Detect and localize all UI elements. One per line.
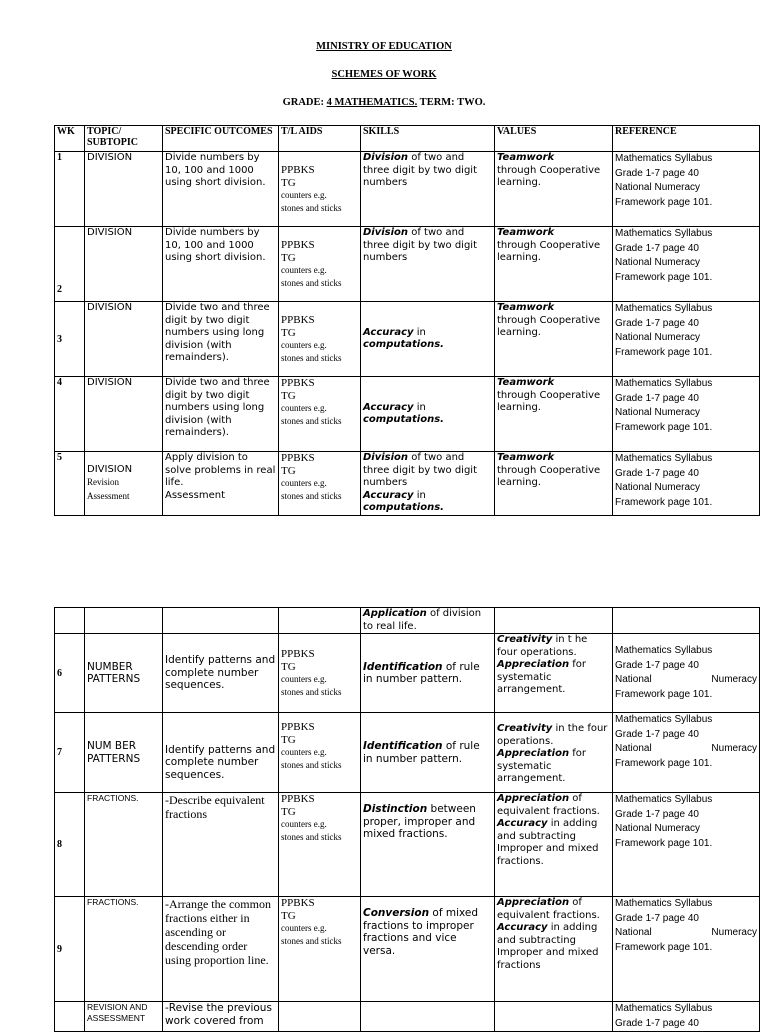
week-number: 8: [55, 793, 85, 897]
table-row: [55, 897, 760, 1002]
aid-counters: counters e.g.: [281, 819, 327, 829]
value-text: through Cooperative learning.: [497, 164, 601, 188]
skill-text: in: [413, 326, 426, 338]
value-text: for systematic arrangement.: [497, 659, 587, 695]
reference: [613, 793, 760, 897]
aid-tg: TG: [281, 251, 296, 264]
aid-counters: counters e.g.: [281, 923, 327, 933]
value-keyword: Appreciation: [497, 793, 570, 804]
outcome: Identify patterns and complete number sequences.: [163, 634, 279, 713]
week-number: 6: [55, 634, 85, 713]
ref-line: Grade 1-7 page 40: [615, 242, 699, 254]
aid-counters: counters e.g.: [281, 265, 327, 275]
reference: [613, 897, 760, 1002]
topic: [85, 452, 163, 516]
aid-tg: TG: [281, 326, 296, 339]
aid-counters: counters e.g.: [281, 403, 327, 413]
ref-line: Mathematics Syllabus: [615, 1003, 713, 1014]
aid-stones: stones and sticks: [281, 935, 342, 946]
empty-cell: [55, 1002, 85, 1032]
ref-line: Framework page 101.: [615, 837, 713, 849]
skill: [361, 377, 495, 452]
ref-line: Framework page 101.: [615, 346, 713, 358]
topic: DIVISION: [85, 377, 163, 452]
value-text: in the four operations.: [497, 723, 608, 747]
aid-tg: TG: [281, 733, 296, 746]
aid-stones: stones and sticks: [281, 686, 342, 697]
topic: NUMBER PATTERNS: [85, 634, 163, 713]
ref-line: Mathematics Syllabus: [615, 303, 713, 314]
aid-counters: counters e.g.: [281, 674, 327, 684]
ref-line: National Numeracy: [615, 927, 757, 938]
week-number: 9: [55, 897, 85, 1002]
ref-line: Grade 1-7 page 40: [615, 728, 699, 740]
week-number: 3: [55, 302, 85, 377]
ministry-title: MINISTRY OF EDUCATION: [316, 41, 452, 52]
ref-line: Mathematics Syllabus: [615, 453, 713, 464]
table-row: [55, 713, 760, 793]
skill: [361, 227, 495, 302]
ref-line: Grade 1-7 page 40: [615, 317, 699, 329]
topic: FRACTIONS.: [85, 897, 163, 1002]
value-keyword: Accuracy: [497, 818, 548, 829]
tl-aids: [279, 634, 361, 713]
aid-stones: stones and sticks: [281, 352, 342, 363]
tl-aids: [279, 302, 361, 377]
col-outcomes: SPECIFIC OUTCOMES: [163, 126, 279, 152]
ref-line: Framework page 101.: [615, 757, 713, 769]
table-row: [55, 608, 760, 634]
ref-line: National Numeracy: [615, 332, 701, 343]
ref-line: Framework page 101.: [615, 496, 713, 508]
week-number: 7: [55, 713, 85, 793]
value-text: in adding and subtracting Improper and mixed fractions.: [497, 818, 599, 867]
ref-line: Framework page 101.: [615, 421, 713, 433]
ref-line: Mathematics Syllabus: [615, 228, 713, 239]
topic: REVISION AND ASSESSMENT: [85, 1002, 163, 1032]
value: [495, 152, 613, 227]
aid-ppbks: PPBKS: [281, 314, 315, 326]
reference: [613, 377, 760, 452]
aid-tg: TG: [281, 176, 296, 189]
value-keyword: Accuracy: [497, 922, 548, 933]
aid-counters: counters e.g.: [281, 190, 327, 200]
value: [495, 793, 613, 897]
topic: DIVISION: [85, 302, 163, 377]
schemes-title: SCHEMES OF WORK: [331, 69, 437, 80]
subtopic: Assessment: [87, 490, 130, 501]
reference: [613, 152, 760, 227]
scheme-table-2: [54, 607, 760, 1032]
skill-text: of division to real life.: [363, 608, 482, 632]
grade-prefix: GRADE:: [282, 97, 327, 108]
table-row: [55, 377, 760, 452]
ref-line: National Numeracy: [615, 823, 701, 834]
week-number: 4: [55, 377, 85, 452]
outcome: Identify patterns and complete number sequences.: [163, 713, 279, 793]
skill: [361, 152, 495, 227]
aid-counters: counters e.g.: [281, 340, 327, 350]
ref-line: Grade 1-7 page 40: [615, 167, 699, 179]
empty-cell: [279, 608, 361, 634]
skill: [361, 897, 495, 1002]
empty-cell: [495, 1002, 613, 1032]
table-row: [55, 793, 760, 897]
aid-tg: TG: [281, 805, 296, 818]
skill-keyword: Application: [363, 608, 427, 619]
aid-stones: stones and sticks: [281, 831, 342, 842]
value-keyword: Creativity: [497, 634, 553, 645]
ref-line: Grade 1-7 page 40: [615, 1017, 699, 1029]
value: [495, 377, 613, 452]
skill-text: of two and three digit by two digit numbers: [363, 452, 477, 488]
skill-text: of mixed fractions to improper fractions and vice versa.: [363, 907, 479, 957]
ref-line: Grade 1-7 page 40: [615, 808, 699, 820]
value-keyword: Appreciation: [497, 748, 570, 759]
value: [495, 302, 613, 377]
tl-aids: [279, 227, 361, 302]
week-number: 2: [55, 227, 85, 302]
empty-cell: [613, 608, 760, 634]
ref-line: Framework page 101.: [615, 271, 713, 283]
ref-line: Mathematics Syllabus: [615, 645, 713, 656]
value-text: for systematic arrangement.: [497, 748, 587, 784]
outcome: -Revise the previous work covered from: [163, 1002, 279, 1032]
aid-stones: stones and sticks: [281, 202, 342, 213]
skill-text: between proper, improper and mixed fractions.: [363, 803, 476, 840]
table-row: [55, 1002, 760, 1032]
value-text: in t he four operations.: [497, 634, 588, 658]
value: [495, 713, 613, 793]
outcome: [163, 452, 279, 516]
ref-line: National Numeracy: [615, 182, 701, 193]
ref-line: National Numeracy: [615, 743, 757, 754]
value-text: of equivalent fractions.: [497, 793, 600, 817]
ref-line: Mathematics Syllabus: [615, 714, 713, 725]
reference: [613, 452, 760, 516]
aid-ppbks: PPBKS: [281, 648, 315, 660]
value-text: through Cooperative learning.: [497, 464, 601, 488]
grade-value: 4 MATHEMATICS.: [326, 97, 418, 108]
value-keyword: Teamwork: [497, 452, 555, 463]
value-text: through Cooperative learning.: [497, 314, 601, 338]
ref-line: Framework page 101.: [615, 941, 713, 953]
outcome: Divide two and three digit by two digit numbers using long division (with remainders).: [163, 302, 279, 377]
empty-cell: [163, 608, 279, 634]
table-row: [55, 302, 760, 377]
aid-ppbks: PPBKS: [281, 721, 315, 733]
value-keyword: Teamwork: [497, 152, 555, 163]
aid-ppbks: PPBKS: [281, 897, 315, 909]
skill-keyword: Identification: [363, 660, 443, 673]
tl-aids: [279, 793, 361, 897]
aid-stones: stones and sticks: [281, 415, 342, 426]
skill-keyword: computations.: [363, 414, 444, 425]
skill-keyword: Accuracy: [363, 401, 414, 413]
value-text: in adding and subtracting Improper and mixed fractions: [497, 922, 599, 971]
topic: DIVISION: [85, 227, 163, 302]
ref-line: National Numeracy: [615, 407, 701, 418]
ref-line: Mathematics Syllabus: [615, 794, 713, 805]
skill-keyword: computations.: [363, 502, 444, 513]
reference: [613, 302, 760, 377]
skill-text: of rule in number pattern.: [363, 740, 480, 765]
value: [495, 634, 613, 713]
grade-line: [0, 97, 768, 108]
ref-line: National Numeracy: [615, 482, 701, 493]
aid-ppbks: PPBKS: [281, 164, 315, 176]
ref-line: Grade 1-7 page 40: [615, 467, 699, 479]
table-row: [55, 152, 760, 227]
tl-aids: [279, 897, 361, 1002]
skill: [361, 302, 495, 377]
aid-tg: TG: [281, 389, 296, 402]
col-wk: WK: [55, 126, 85, 152]
skill-keyword: Accuracy: [363, 489, 414, 501]
empty-cell: [85, 608, 163, 634]
week-number: 5: [55, 452, 85, 516]
col-skills: SKILLS: [361, 126, 495, 152]
tl-aids: [279, 152, 361, 227]
col-reference: REFERENCE: [613, 126, 760, 152]
skill-text: in: [413, 401, 426, 413]
skill-text: of two and three digit by two digit numbers: [363, 152, 477, 188]
skill: [361, 634, 495, 713]
skill-text: of rule in number pattern.: [363, 660, 480, 685]
aid-tg: TG: [281, 909, 296, 922]
topic: FRACTIONS.: [85, 793, 163, 897]
aid-stones: stones and sticks: [281, 277, 342, 288]
outcome: Divide numbers by 10, 100 and 1000 using short division.: [163, 227, 279, 302]
outcome-text: Apply division to solve problems in real life.: [165, 452, 276, 488]
skill-text: of two and three digit by two digit numbers: [363, 227, 477, 263]
reference: [613, 1002, 760, 1032]
col-values: VALUES: [495, 126, 613, 152]
reference: [613, 713, 760, 793]
outcome: Divide two and three digit by two digit numbers using long division (with remainders).: [163, 377, 279, 452]
skill: [361, 608, 495, 634]
value-keyword: Teamwork: [497, 302, 555, 313]
value: [495, 452, 613, 516]
outcome: -Describe equivalent fractions: [163, 793, 279, 897]
value-keyword: Creativity: [497, 723, 553, 734]
value: [495, 227, 613, 302]
empty-cell: [361, 1002, 495, 1032]
value-keyword: Teamwork: [497, 377, 555, 388]
ref-line: Mathematics Syllabus: [615, 898, 713, 909]
outcome-text: Assessment: [165, 489, 225, 501]
topic: DIVISION: [85, 152, 163, 227]
skill-keyword: Accuracy: [363, 326, 414, 338]
aid-stones: stones and sticks: [281, 759, 342, 770]
aid-ppbks: PPBKS: [281, 793, 315, 805]
tl-aids: [279, 713, 361, 793]
skill-keyword: Division: [363, 452, 409, 463]
col-topic: TOPIC/ SUBTOPIC: [85, 126, 163, 152]
value: [495, 897, 613, 1002]
empty-cell: [495, 608, 613, 634]
tl-aids: [279, 452, 361, 516]
ref-line: Grade 1-7 page 40: [615, 392, 699, 404]
value-text: through Cooperative learning.: [497, 239, 601, 263]
ref-line: Mathematics Syllabus: [615, 378, 713, 389]
aid-ppbks: PPBKS: [281, 452, 315, 464]
skill: [361, 713, 495, 793]
reference: [613, 227, 760, 302]
aid-tg: TG: [281, 464, 296, 477]
aid-tg: TG: [281, 660, 296, 673]
empty-cell: [279, 1002, 361, 1032]
table-row: [55, 634, 760, 713]
skill-keyword: Division: [363, 152, 409, 163]
skill-text: in: [413, 489, 426, 501]
value-keyword: Teamwork: [497, 227, 555, 238]
skill-keyword: computations.: [363, 339, 444, 350]
week-number: 1: [55, 152, 85, 227]
skill-keyword: Conversion: [363, 907, 430, 919]
skill: [361, 452, 495, 516]
skill: [361, 793, 495, 897]
table-header-row: [55, 126, 760, 152]
ref-line: Grade 1-7 page 40: [615, 659, 699, 671]
subtopic: Revision: [87, 477, 120, 487]
skill-keyword: Division: [363, 227, 409, 238]
topic: NUM BER PATTERNS: [85, 713, 163, 793]
tl-aids: [279, 377, 361, 452]
ref-line: Mathematics Syllabus: [615, 153, 713, 164]
table-row: [55, 452, 760, 516]
value-keyword: Appreciation: [497, 659, 570, 670]
topic-title: DIVISION: [87, 463, 133, 475]
outcome: -Arrange the common fractions either in ascending or descending order using proportion line.: [163, 897, 279, 1002]
col-aids: T/L AIDS: [279, 126, 361, 152]
empty-cell: [55, 608, 85, 634]
ref-line: National Numeracy: [615, 257, 701, 268]
value-text: through Cooperative learning.: [497, 389, 601, 413]
ref-line: Framework page 101.: [615, 688, 713, 700]
table-row: [55, 227, 760, 302]
term-label: TERM: TWO.: [417, 97, 486, 108]
aid-counters: counters e.g.: [281, 478, 327, 488]
scheme-table-1: [54, 125, 760, 516]
aid-stones: stones and sticks: [281, 490, 342, 501]
skill-keyword: Distinction: [363, 803, 428, 815]
reference: [613, 634, 760, 713]
ref-line: Framework page 101.: [615, 196, 713, 208]
aid-ppbks: PPBKS: [281, 239, 315, 251]
skill-keyword: Identification: [363, 740, 443, 752]
outcome: Divide numbers by 10, 100 and 1000 using short division.: [163, 152, 279, 227]
ref-line: Grade 1-7 page 40: [615, 912, 699, 924]
value-keyword: Appreciation: [497, 897, 570, 908]
value-text: of equivalent fractions.: [497, 897, 600, 921]
aid-ppbks: PPBKS: [281, 377, 315, 389]
ref-line: National Numeracy: [615, 674, 757, 685]
aid-counters: counters e.g.: [281, 747, 327, 757]
